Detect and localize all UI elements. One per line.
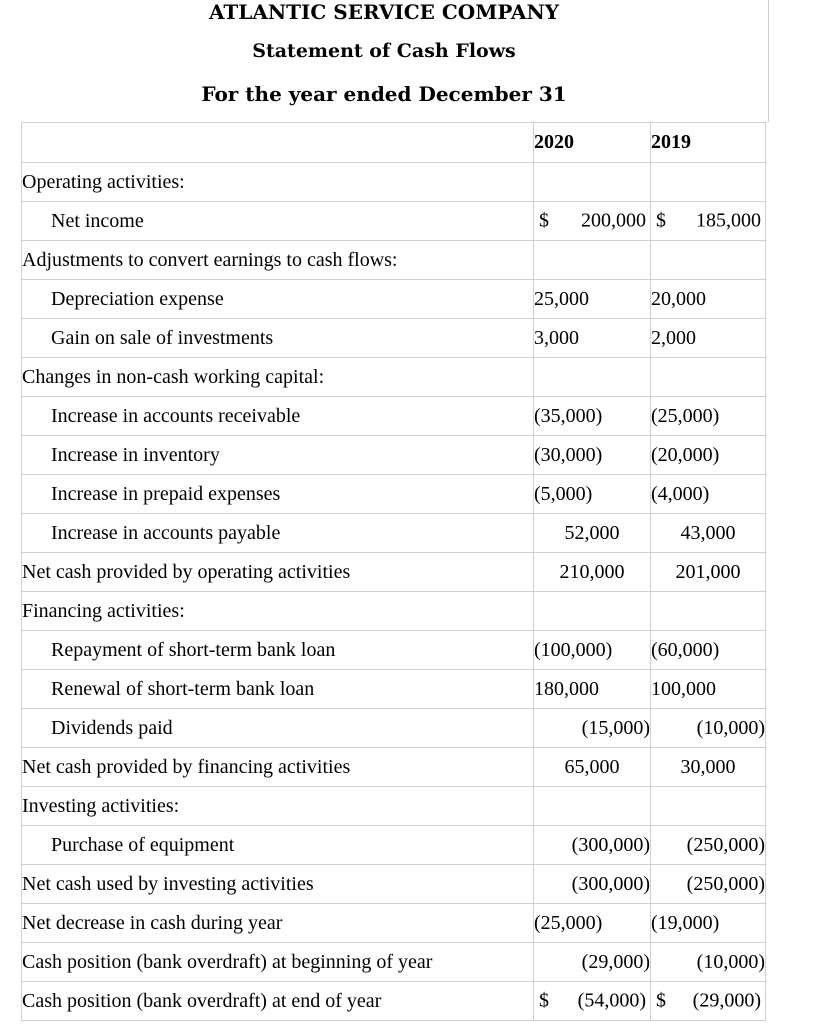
value-2019 — [651, 358, 766, 397]
row-label: Renewal of short-term bank loan — [22, 670, 534, 709]
row-label: Increase in prepaid expenses — [22, 475, 534, 514]
table-row — [22, 553, 766, 592]
row-label: Net cash used by investing activities — [22, 865, 534, 904]
statement-period: For the year ended December 31 — [201, 82, 567, 106]
value-2020: 52,000 — [534, 514, 651, 553]
value-2019 — [651, 163, 766, 202]
statement-header — [0, 0, 769, 122]
table-row — [22, 163, 766, 202]
value-2019 — [651, 241, 766, 280]
row-label: Depreciation expense — [22, 280, 534, 319]
value-2019: 100,000 — [651, 670, 766, 709]
row-label: Net decrease in cash during year — [22, 904, 534, 943]
value-2019: (10,000) — [651, 709, 766, 748]
value-2020: 25,000 — [534, 280, 651, 319]
value-2020: (35,000) — [534, 397, 651, 436]
amount: (54,000) — [577, 989, 646, 1012]
row-label: Changes in non-cash working capital: — [22, 358, 534, 397]
value-2020 — [534, 982, 651, 1021]
table-row — [22, 475, 766, 514]
table-row — [22, 592, 766, 631]
row-label: Financing activities: — [22, 592, 534, 631]
table-row — [22, 904, 766, 943]
table-row — [22, 319, 766, 358]
row-label: Cash position (bank overdraft) at beginning of year — [22, 943, 534, 982]
value-2019: 20,000 — [651, 280, 766, 319]
column-header-row — [22, 123, 766, 163]
value-2019: (10,000) — [651, 943, 766, 982]
amount: 200,000 — [581, 209, 646, 232]
row-label: Investing activities: — [22, 787, 534, 826]
table-row — [22, 397, 766, 436]
table-row — [22, 358, 766, 397]
currency-symbol: $ — [539, 989, 549, 1012]
value-2020: 210,000 — [534, 553, 651, 592]
column-header-2020: 2020 — [534, 123, 651, 163]
table-row — [22, 709, 766, 748]
table-row — [22, 670, 766, 709]
cash-flow-table — [21, 122, 766, 1021]
value-2020: (300,000) — [534, 826, 651, 865]
value-2020 — [534, 241, 651, 280]
value-2020: 3,000 — [534, 319, 651, 358]
value-2019: (25,000) — [651, 397, 766, 436]
table-row — [22, 748, 766, 787]
value-2020: 180,000 — [534, 670, 651, 709]
value-2019: (20,000) — [651, 436, 766, 475]
value-2020: (300,000) — [534, 865, 651, 904]
value-2019: (250,000) — [651, 826, 766, 865]
table-row — [22, 787, 766, 826]
column-header-label — [22, 123, 534, 163]
table-row — [22, 241, 766, 280]
value-2019 — [651, 982, 766, 1021]
row-label: Net cash provided by financing activities — [22, 748, 534, 787]
value-2020: (15,000) — [534, 709, 651, 748]
value-2020: (29,000) — [534, 943, 651, 982]
row-label: Repayment of short-term bank loan — [22, 631, 534, 670]
value-2020: (25,000) — [534, 904, 651, 943]
row-label: Operating activities: — [22, 163, 534, 202]
currency-symbol: $ — [656, 989, 666, 1012]
row-label: Cash position (bank overdraft) at end of year — [22, 982, 534, 1021]
value-2019: (19,000) — [651, 904, 766, 943]
table-row — [22, 631, 766, 670]
value-2019 — [651, 202, 766, 241]
value-2019 — [651, 787, 766, 826]
value-2019: 43,000 — [651, 514, 766, 553]
value-2019: 201,000 — [651, 553, 766, 592]
table-row — [22, 943, 766, 982]
currency-symbol: $ — [656, 209, 666, 232]
value-2020 — [534, 163, 651, 202]
row-label: Gain on sale of investments — [22, 319, 534, 358]
value-2020 — [534, 592, 651, 631]
value-2020: (5,000) — [534, 475, 651, 514]
currency-symbol: $ — [539, 209, 549, 232]
value-2019: (250,000) — [651, 865, 766, 904]
row-label: Increase in inventory — [22, 436, 534, 475]
value-2019: (60,000) — [651, 631, 766, 670]
table-row — [22, 514, 766, 553]
amount: 185,000 — [696, 209, 761, 232]
value-2019: 30,000 — [651, 748, 766, 787]
value-2020 — [534, 358, 651, 397]
amount: (29,000) — [692, 989, 761, 1012]
row-label: Net income — [22, 202, 534, 241]
table-row — [22, 202, 766, 241]
table-row — [22, 982, 766, 1021]
table-row — [22, 280, 766, 319]
table-row — [22, 865, 766, 904]
row-label: Increase in accounts payable — [22, 514, 534, 553]
row-label: Purchase of equipment — [22, 826, 534, 865]
statement-title: Statement of Cash Flows — [252, 40, 516, 62]
value-2020: (30,000) — [534, 436, 651, 475]
row-label: Net cash provided by operating activities — [22, 553, 534, 592]
value-2020: (100,000) — [534, 631, 651, 670]
value-2019: 2,000 — [651, 319, 766, 358]
row-label: Adjustments to convert earnings to cash flows: — [22, 241, 534, 280]
value-2019: (4,000) — [651, 475, 766, 514]
value-2020: 65,000 — [534, 748, 651, 787]
value-2020 — [534, 787, 651, 826]
value-2019 — [651, 592, 766, 631]
value-2020 — [534, 202, 651, 241]
company-name: ATLANTIC SERVICE COMPANY — [208, 0, 560, 24]
row-label: Increase in accounts receivable — [22, 397, 534, 436]
column-header-2019: 2019 — [651, 123, 766, 163]
table-row — [22, 436, 766, 475]
table-row — [22, 826, 766, 865]
row-label: Dividends paid — [22, 709, 534, 748]
